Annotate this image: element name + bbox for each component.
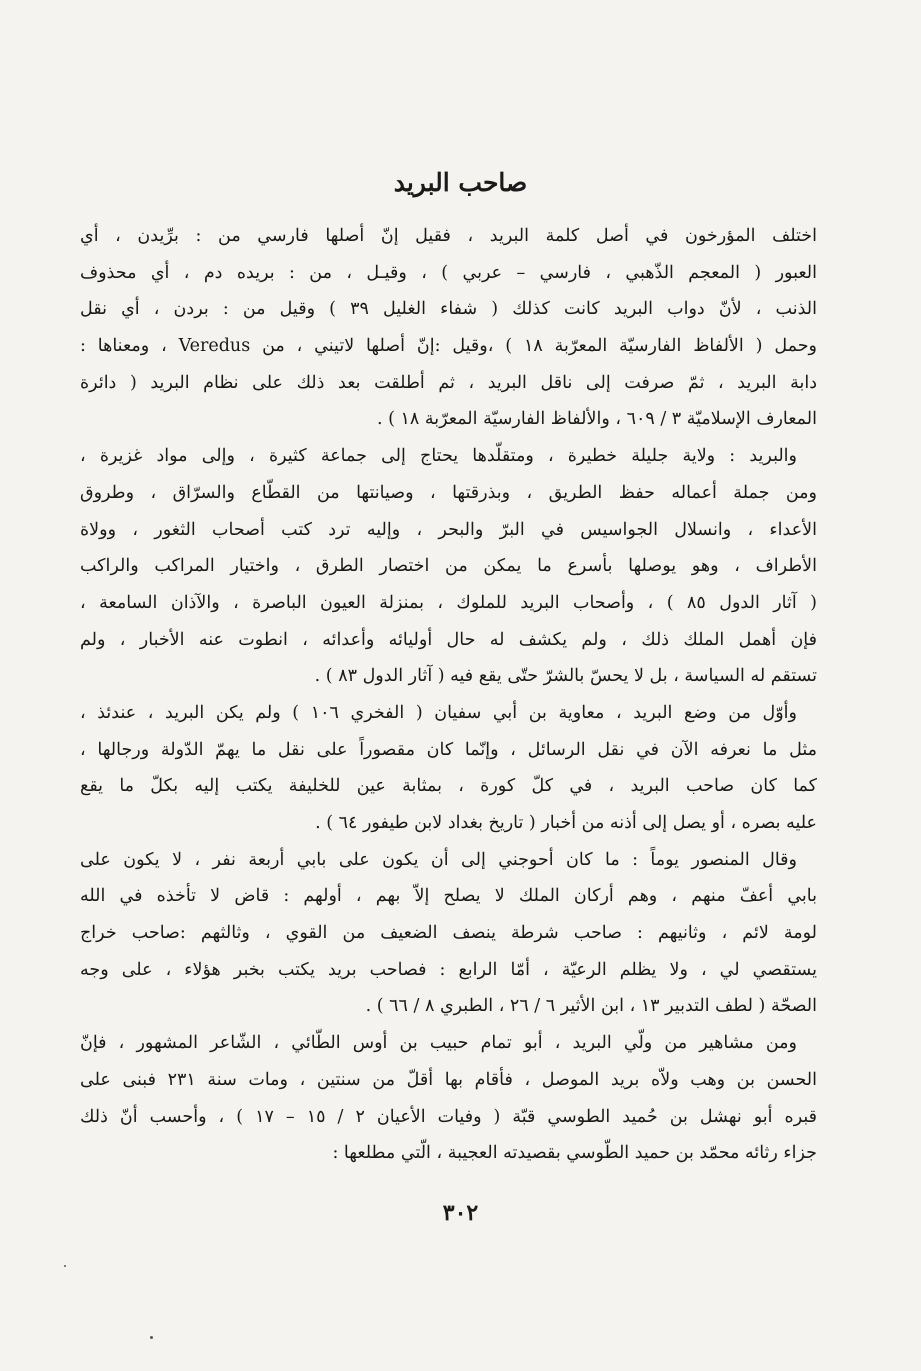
paragraph	[80, 695, 817, 842]
text-line: فإن أهمل الملك ذلك ، ولم يكشف له حال أوليائه وأعدائه ، انطوت عنه الأخبار ، ولم	[80, 629, 817, 650]
text-line: الحسن بن وهب ولاّه بريد الموصل ، فأقام بها أقلّ من سنتين ، ومات سنة ٢٣١ فبنى على	[80, 1069, 817, 1090]
text-line: الصحّة ( لطف التدبير ١٣ ، ابن الأثير ٦ / ٢٦ ، الطبري ٨ / ٦٦ ) .	[365, 996, 817, 1017]
text-line: وحمل ( الألفاظ الفارسيّة المعرّبة ١٨ ) ،وقيل :إنّ أصلها لاتيني ، من Veredus ، ومعناها :	[80, 336, 817, 357]
paragraph	[80, 842, 817, 1025]
text-line: يستقصي لي ، ولا يظلم الرعيّة ، أمّا الرابع : فصاحب بريد يكتب بخبر هؤلاء ، على وجه	[80, 959, 817, 980]
scan-speck	[150, 1336, 153, 1339]
text-line: بابي أعفّ منهم ، وهم أركان الملك لا يصلح إلاّ بهم ، أولهم : قاض لا تأخذه في الله	[80, 886, 817, 907]
text-line: العبور ( المعجم الذّهبي ، فارسي – عربي ) ، وقيـل ، من : بريده دم ، أي محذوف	[80, 262, 817, 283]
text-line: ( آثار الدول ٨٥ ) ، وأصحاب البريد للملوك ، بمنزلة العيون الباصرة ، والآذان السامعة ،	[80, 592, 817, 613]
text-line: الذنب ، لأنّ دواب البريد كانت كذلك ( شفاء الغليل ٣٩ ) وقيل من : بردن ، أي نقل	[80, 299, 817, 320]
text-line: الأطراف ، وهو يوصلها بأسرع ما يمكن من اختصار الطرق ، واختيار المراكب والراكب	[80, 556, 817, 577]
text-line: كما كان صاحب البريد ، في كلّ كورة ، بمثابة عين للخليفة يكتب إليه بكلّ ما يقع	[80, 776, 817, 797]
scan-speck	[64, 1265, 66, 1267]
text-line: قبره أبو نهشل بن حُميد الطوسي قبّة ( وفيات الأعيان ٢ / ١٥ – ١٧ ) ، وأحسب أنّ ذلك	[80, 1106, 817, 1127]
text-line: ومن جملة أعماله حفظ الطريق ، وبذرقتها ، وصيانتها من القطّاع والسرّاق ، وطروق	[80, 482, 817, 503]
text-line: ومن مشاهير من ولّي البريد ، أبو تمام حبيب بن أوس الطّائي ، الشّاعر المشهور ، فإنّ	[80, 1033, 797, 1054]
text-line: وأوّل من وضع البريد ، معاوية بن أبي سفيان ( الفخري ١٠٦ ) ولم يكن البريد ، عندئذ ،	[80, 702, 797, 723]
text-line: اختلف المؤرخون في أصل كلمة البريد ، فقيل إنّ أصلها فارسي من : برِّيدن ، أي	[80, 226, 817, 246]
body-text	[80, 218, 817, 1172]
page-title: صاحب البريد	[393, 168, 528, 197]
paragraph	[80, 1025, 817, 1172]
text-line: وقال المنصور يوماً : ما كان أحوجني إلى أن يكون على بابي أربعة نفر ، لا يكون على	[80, 849, 797, 870]
text-line: عليه بصره ، أو يصل إلى أذنه من أخبار ( تاريخ بغداد لابن طيفور ٦٤ ) .	[315, 813, 817, 833]
paragraph	[80, 438, 817, 695]
paragraph	[80, 218, 817, 438]
page-number: ٣٠٢	[442, 1200, 479, 1226]
text-line: تستقم له السياسة ، بل لا يحسّ بالشرّ حتّى يقع فيه ( آثار الدول ٨٣ ) .	[314, 666, 817, 687]
text-line: دابة البريد ، ثمّ صرفت إلى ناقل البريد ، ثم أطلقت بعد ذلك على نظام البريد ( دائرة	[80, 372, 817, 393]
text-line: المعارف الإسلاميّة ٣ / ٦٠٩ ، والألفاظ الفارسيّة المعرّبة ١٨ ) .	[376, 409, 817, 430]
text-line: مثل ما نعرفه الآن في نقل الرسائل ، وإنّما كان مقصوراً على نقل ما يهمّ الدّولة ورجالها ،	[80, 739, 817, 760]
text-line: والبريد : ولاية جليلة خطيرة ، ومتقلّدها يحتاج إلى جماعة كثيرة ، وإلى مواد غزيرة ،	[80, 446, 797, 467]
text-line: جزاء رثائه محمّد بن حميد الطّوسي بقصيدته العجيبة ، الّتي مطلعها :	[332, 1143, 817, 1164]
text-line: لومة لائم ، وثانيهم : صاحب شرطة ينصف الضعيف من القوي ، وثالثهم :صاحب خراج	[80, 923, 817, 944]
text-line: الأعداء ، وانسلال الجواسيس في البرّ والبحر ، وإليه ترد كتب أصحاب الثغور ، وولاة	[80, 519, 817, 540]
